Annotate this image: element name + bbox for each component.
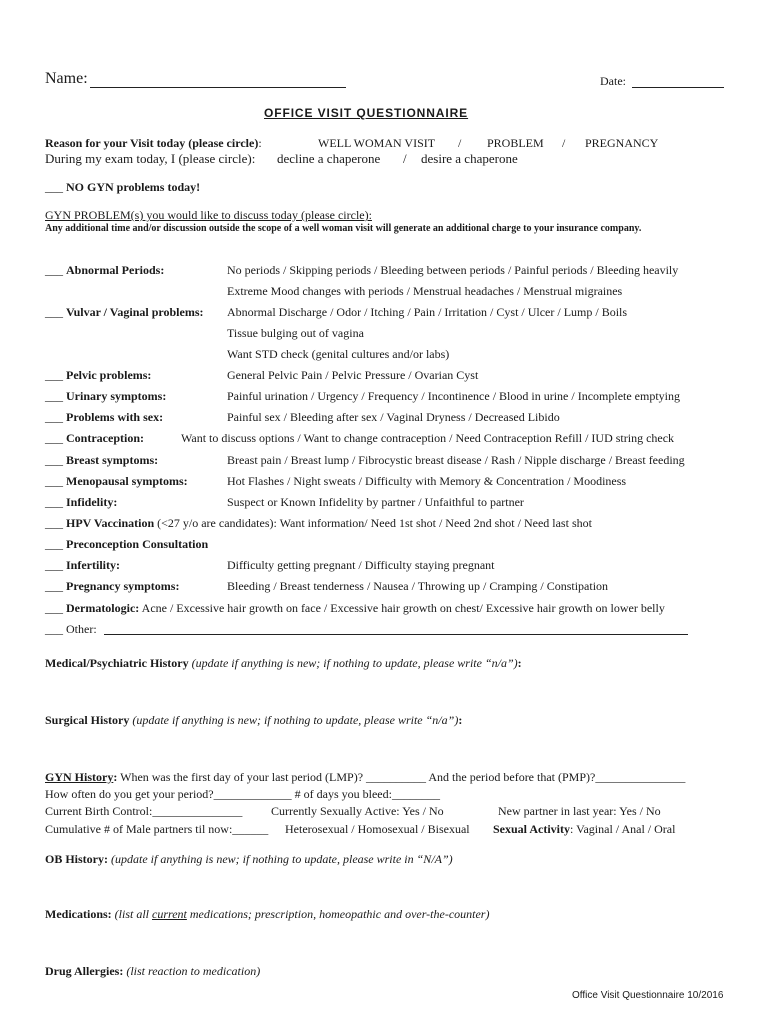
- page-title: OFFICE VISIT QUESTIONNAIRE: [264, 106, 469, 120]
- problem-label: Vulvar / Vaginal problems:: [66, 305, 204, 319]
- problem-row[interactable]: [45, 431, 144, 446]
- reason-row: [45, 136, 262, 151]
- other-label: Other:: [66, 622, 97, 636]
- drug-allergies-row[interactable]: [45, 964, 260, 979]
- hpv-label: HPV Vaccination: [66, 516, 155, 530]
- hpv-options[interactable]: (<27 y/o are candidates): Want information/ Need 1st shot / Need 2nd shot / Need last shot: [154, 516, 592, 530]
- problem-label: Problems with sex:: [66, 410, 164, 424]
- problem-row[interactable]: [45, 389, 166, 404]
- problem-row[interactable]: [45, 558, 120, 573]
- problem-label: Urinary symptoms:: [66, 389, 167, 403]
- no-gyn-label: NO GYN problems today!: [66, 180, 201, 194]
- checkbox-blank[interactable]: ___: [45, 431, 63, 445]
- problem-row[interactable]: [45, 579, 179, 594]
- problem-options[interactable]: Want to discuss options / Want to change contraception / Need Contraception Refill / IUD string check: [181, 431, 675, 445]
- problem-options[interactable]: Extreme Mood changes with periods / Menstrual headaches / Menstrual migraines: [227, 284, 623, 298]
- gyn-history-row[interactable]: [45, 770, 685, 785]
- new-partner-options[interactable]: New partner in last year: Yes / No: [498, 804, 661, 818]
- sexual-activity-options[interactable]: : Vaginal / Anal / Oral: [570, 822, 676, 836]
- derm-label: Dermatologic:: [66, 601, 140, 615]
- derm-row[interactable]: [45, 601, 665, 616]
- reason-option-problem[interactable]: PROBLEM: [487, 136, 544, 150]
- medications-row[interactable]: [45, 907, 489, 922]
- ob-history-note: (update if anything is new; if nothing to update, please write in “N/A”): [108, 852, 453, 866]
- gyn-history-colon: :: [113, 770, 118, 784]
- medications-note-current: current: [152, 907, 187, 921]
- hpv-row[interactable]: [45, 516, 592, 531]
- name-field[interactable]: [90, 87, 346, 88]
- checkbox-blank[interactable]: ___: [45, 516, 63, 530]
- problem-options[interactable]: Painful urination / Urgency / Frequency / Incontinence / Blood in urine / Incomplete emptying: [227, 389, 681, 403]
- period-frequency-question[interactable]: How often do you get your period?_____________ # of days you bleed:________: [45, 787, 440, 801]
- checkbox-blank[interactable]: ___: [45, 263, 63, 277]
- surgical-history-note: (update if anything is new; if nothing to update, please write “n/a”): [132, 713, 459, 727]
- medical-history-label: Medical/Psychiatric History: [45, 656, 189, 670]
- checkbox-blank[interactable]: ___: [45, 180, 63, 194]
- reason-separator: /: [562, 136, 566, 150]
- gyn-problems-note: Any additional time and/or discussion outside the scope of a well woman visit will generate an additional charge to your insurance company.: [45, 223, 642, 234]
- chaperone-separator: /: [403, 151, 407, 166]
- problem-label: Menopausal symptoms:: [66, 474, 188, 488]
- problem-options[interactable]: Abnormal Discharge / Odor / Itching / Pain / Irritation / Cyst / Ulcer / Lump / Boils: [227, 305, 628, 319]
- chaperone-option-decline[interactable]: decline a chaperone: [277, 151, 381, 166]
- problem-options[interactable]: Suspect or Known Infidelity by partner / Unfaithful to partner: [227, 495, 524, 509]
- problem-options[interactable]: General Pelvic Pain / Pelvic Pressure / Ovarian Cyst: [227, 368, 479, 382]
- problem-label: Contraception:: [66, 431, 144, 445]
- sexually-active-options[interactable]: Currently Sexually Active: Yes / No: [271, 804, 444, 818]
- problem-label: Abnormal Periods:: [66, 263, 165, 277]
- ob-history-row[interactable]: [45, 852, 453, 867]
- other-field[interactable]: [104, 634, 688, 635]
- gyn-history-label: GYN History: [45, 770, 114, 784]
- problem-row[interactable]: [45, 410, 163, 425]
- problem-row[interactable]: [45, 263, 164, 278]
- problem-options[interactable]: Want STD check (genital cultures and/or labs): [227, 347, 450, 361]
- medical-history-row[interactable]: [45, 656, 522, 671]
- checkbox-blank[interactable]: ___: [45, 368, 63, 382]
- chaperone-label: During my exam today, I (please circle):: [45, 151, 256, 166]
- problem-label: Breast symptoms:: [66, 453, 159, 467]
- checkbox-blank[interactable]: ___: [45, 622, 63, 636]
- no-gyn-row[interactable]: [45, 180, 200, 195]
- checkbox-blank[interactable]: ___: [45, 453, 63, 467]
- surgical-history-colon: :: [458, 713, 463, 727]
- partners-count-field[interactable]: Cumulative # of Male partners til now:______: [45, 822, 269, 836]
- problem-options[interactable]: Painful sex / Bleeding after sex / Vaginal Dryness / Decreased Libido: [227, 410, 560, 424]
- reason-label: Reason for your Visit today (please circle): [45, 136, 259, 150]
- preconception-row[interactable]: [45, 537, 208, 552]
- medications-label: Medications:: [45, 907, 112, 921]
- checkbox-blank[interactable]: ___: [45, 601, 63, 615]
- drug-allergies-note: (list reaction to medication): [123, 964, 261, 978]
- problem-label: Pelvic problems:: [66, 368, 152, 382]
- problem-options[interactable]: No periods / Skipping periods / Bleeding between periods / Painful periods / Bleeding heavily: [227, 263, 679, 277]
- gyn-problems-heading: GYN PROBLEM(s) you would like to discuss today (please circle):: [45, 208, 372, 222]
- drug-allergies-label: Drug Allergies:: [45, 964, 124, 978]
- orientation-options[interactable]: Heterosexual / Homosexual / Bisexual: [285, 822, 470, 836]
- date-label: Date:: [600, 74, 626, 88]
- checkbox-blank[interactable]: ___: [45, 305, 63, 319]
- medications-note: (list all: [111, 907, 152, 921]
- problem-row[interactable]: [45, 474, 188, 489]
- sexual-activity-row[interactable]: [493, 822, 675, 837]
- name-label: Name:: [45, 70, 88, 87]
- problem-options[interactable]: Difficulty getting pregnant / Difficulty staying pregnant: [227, 558, 495, 572]
- problem-label: Infidelity:: [66, 495, 118, 509]
- ob-history-label: OB History:: [45, 852, 108, 866]
- medications-note: medications; prescription, homeopathic and over-the-counter): [186, 907, 490, 921]
- lmp-question[interactable]: When was the first day of your last period (LMP)? __________ And the period before that (PMP)?_______________: [117, 770, 686, 784]
- problem-options[interactable]: Hot Flashes / Night sweats / Difficulty with Memory & Concentration / Moodiness: [227, 474, 627, 488]
- reason-colon: :: [258, 136, 262, 150]
- derm-options[interactable]: Acne / Excessive hair growth on face / Excessive hair growth on chest/ Excessive hair growth on lower belly: [139, 601, 665, 615]
- reason-option-pregnancy[interactable]: PREGNANCY: [585, 136, 659, 150]
- date-field[interactable]: [632, 87, 724, 88]
- checkbox-blank[interactable]: ___: [45, 474, 63, 488]
- problem-row[interactable]: [45, 495, 117, 510]
- birth-control-field[interactable]: Current Birth Control:_______________: [45, 804, 243, 818]
- other-row: [45, 622, 97, 637]
- sexual-activity-label: Sexual Activity: [493, 822, 570, 836]
- checkbox-blank[interactable]: ___: [45, 410, 63, 424]
- problem-row[interactable]: [45, 453, 158, 468]
- surgical-history-label: Surgical History: [45, 713, 130, 727]
- surgical-history-row[interactable]: [45, 713, 462, 728]
- problem-label: Infertility:: [66, 558, 120, 572]
- medical-history-colon: :: [517, 656, 522, 670]
- problem-row[interactable]: [45, 368, 151, 383]
- checkbox-blank[interactable]: ___: [45, 537, 63, 551]
- checkbox-blank[interactable]: ___: [45, 495, 63, 509]
- checkbox-blank[interactable]: ___: [45, 558, 63, 572]
- problem-options[interactable]: Breast pain / Breast lump / Fibrocystic breast disease / Rash / Nipple discharge / Breast feeding: [227, 453, 685, 467]
- reason-option-well-woman[interactable]: WELL WOMAN VISIT: [318, 136, 436, 150]
- preconception-label: Preconception Consultation: [66, 537, 209, 551]
- reason-separator: /: [458, 136, 462, 150]
- checkbox-blank[interactable]: ___: [45, 579, 63, 593]
- checkbox-blank[interactable]: ___: [45, 389, 63, 403]
- problem-options[interactable]: Tissue bulging out of vagina: [227, 326, 364, 340]
- medical-history-note: (update if anything is new; if nothing to update, please write “n/a”): [191, 656, 518, 670]
- problem-label: Pregnancy symptoms:: [66, 579, 180, 593]
- footer-version: Office Visit Questionnaire 10/2016: [572, 990, 724, 1001]
- chaperone-option-desire[interactable]: desire a chaperone: [421, 151, 518, 166]
- problem-row[interactable]: [45, 305, 203, 320]
- problem-options[interactable]: Bleeding / Breast tenderness / Nausea / Throwing up / Cramping / Constipation: [227, 579, 609, 593]
